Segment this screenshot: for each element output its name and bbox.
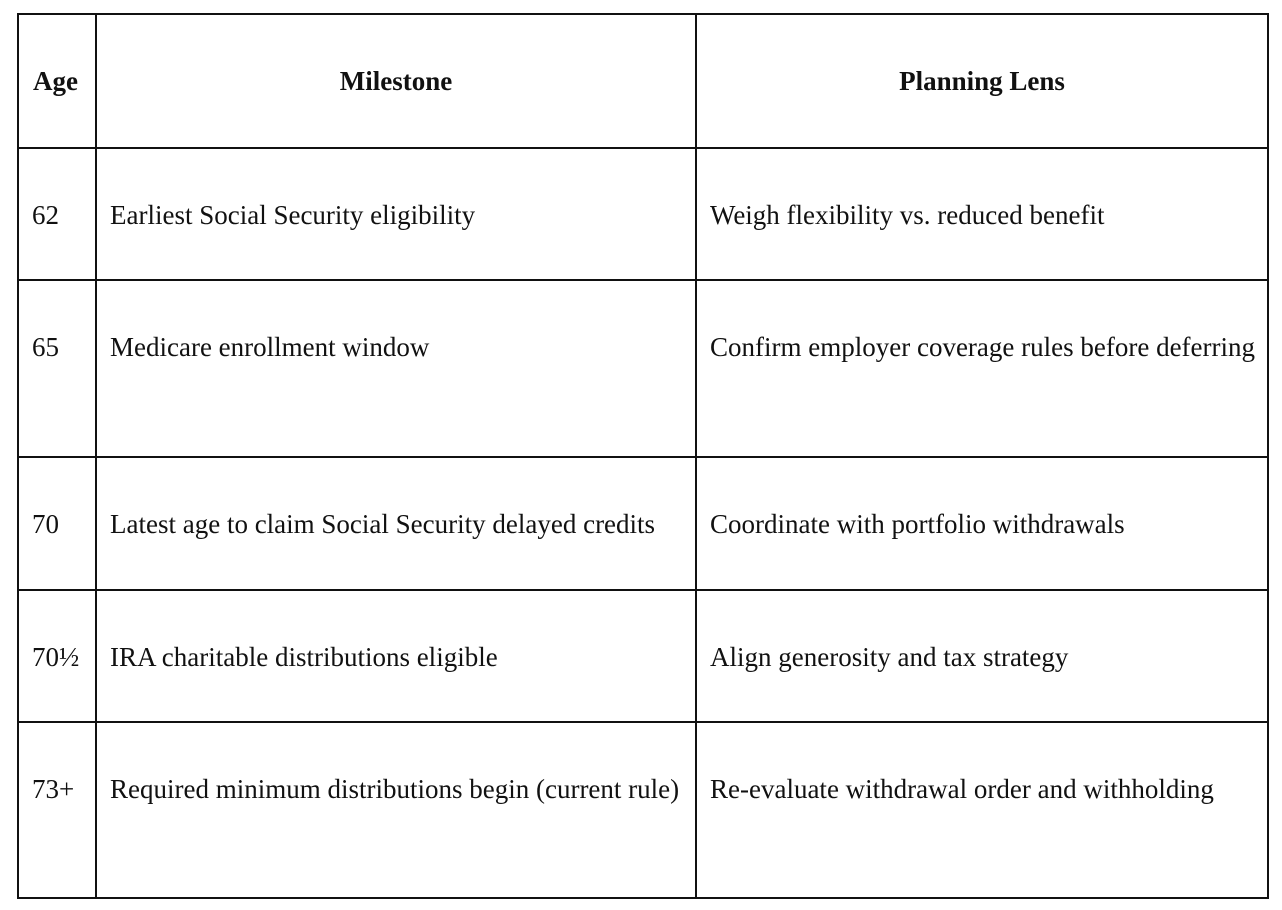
header-row xyxy=(18,14,1268,148)
planning-lens-cell: Align generosity and tax strategy xyxy=(696,590,1268,722)
planning-lens-cell: Re-evaluate withdrawal order and withholding xyxy=(696,722,1268,898)
milestone-cell: IRA charitable distributions eligible xyxy=(96,590,696,722)
retirement-milestones-table-container xyxy=(17,13,1269,899)
table-row xyxy=(18,722,1268,898)
milestone-cell: Earliest Social Security eligibility xyxy=(96,148,696,280)
milestone-cell: Medicare enrollment window xyxy=(96,280,696,457)
table-row xyxy=(18,280,1268,457)
planning-lens-cell: Weigh flexibility vs. reduced benefit xyxy=(696,148,1268,280)
planning-lens-cell: Coordinate with portfolio withdrawals xyxy=(696,457,1268,590)
table-header xyxy=(18,14,1268,148)
age-cell: 70 xyxy=(18,457,96,590)
table-row xyxy=(18,457,1268,590)
table-row xyxy=(18,148,1268,280)
table-row xyxy=(18,590,1268,722)
age-cell: 62 xyxy=(18,148,96,280)
column-header-planning-lens: Planning Lens xyxy=(696,14,1268,148)
column-header-milestone: Milestone xyxy=(96,14,696,148)
milestone-cell: Required minimum distributions begin (current rule) xyxy=(96,722,696,898)
table-body xyxy=(18,148,1268,898)
age-cell: 70½ xyxy=(18,590,96,722)
column-header-age: Age xyxy=(18,14,96,148)
retirement-milestones-table xyxy=(17,13,1269,899)
age-cell: 65 xyxy=(18,280,96,457)
milestone-cell: Latest age to claim Social Security delayed credits xyxy=(96,457,696,590)
age-cell: 73+ xyxy=(18,722,96,898)
planning-lens-cell: Confirm employer coverage rules before deferring xyxy=(696,280,1268,457)
